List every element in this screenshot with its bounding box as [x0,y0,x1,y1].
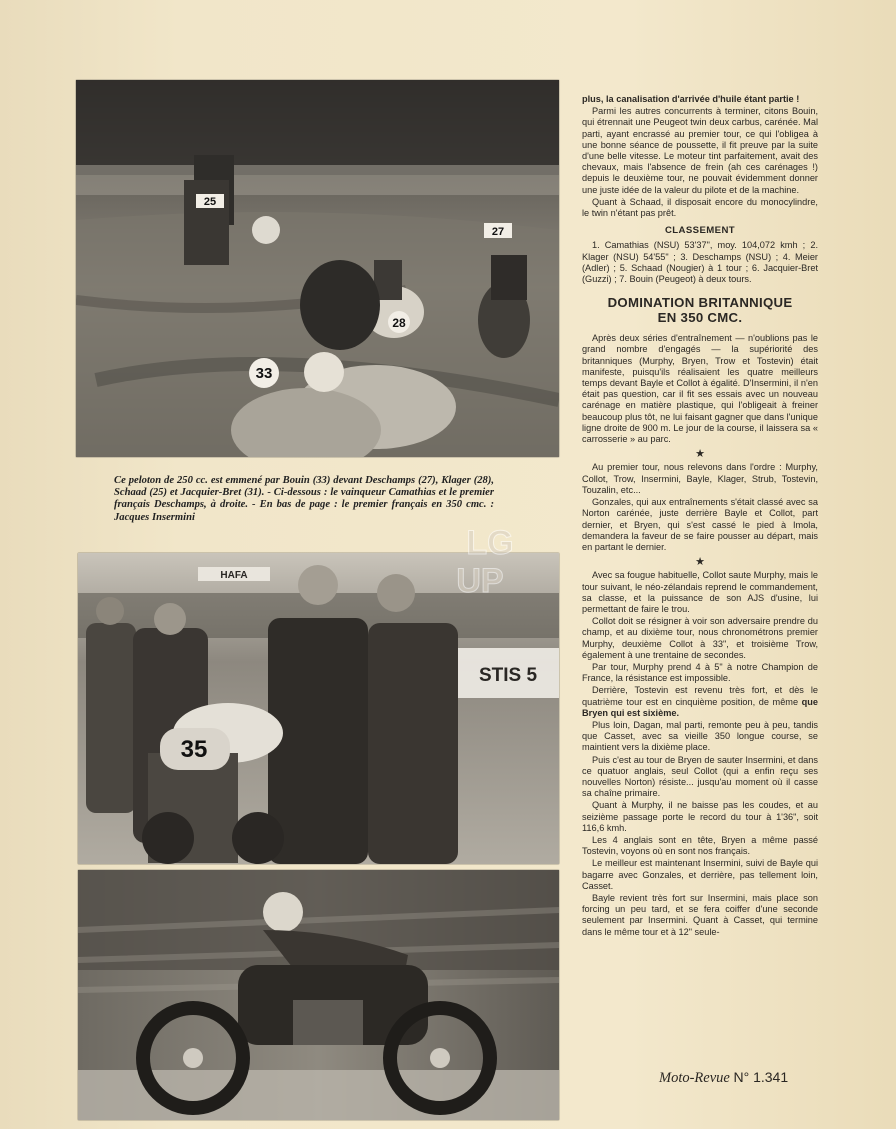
article-paragraph: Gonzales, qui aux entraînements s'était classé avec sa Norton carénée, juste derrière Bayle et Collot, part dernier, et Bryen, qui s'est cassé le pied à Imola, demandera la faveur de se faire pousser au départ, mais en partant le dernier. [582,497,818,552]
star-separator: ★ [695,448,705,461]
article-paragraph: Par tour, Murphy prend 4 à 5" à notre Champion de France, la résistance est impossible. [582,661,818,684]
race-number-35: 35 [180,736,208,763]
article-column [582,94,818,939]
article-text: Derrière, Tostevin est revenu très fort, et dès le quatrième tour est en cinquième position, de même [582,685,818,707]
photo-250cc-peloton-image [76,80,559,457]
page-footer [659,1069,788,1087]
section-heading-line1: DOMINATION BRITANNIQUE [607,295,793,311]
article-paragraph: Collot doit se résigner à voir son adversaire prendre du champ, et au dixième tour, nous chronométrons premier Murphy, deuxième Collot à 33", et troisième Trow, également à une trentaine de secondes. [582,616,818,660]
classement-results: 1. Camathias (NSU) 53'37", moy. 104,072 kmh ; 2. Klager (NSU) 54'55" ; 3. Deschamps (NSU) ; 4. Meier (Adler) ; 5. Schaad (Nougier) à 1 tour ; 6. Jacquier-Bret (Guzzi) ; 7. Bouin (Peugeot) à deux tours. [582,240,818,285]
race-number-25: 25 [203,196,217,208]
article-paragraph: Le meilleur est maintenant Insermini, suivi de Bayle qui bagarre avec Gonzales, et derrière, pas tellement loin, Casset. [582,858,818,891]
article-paragraph: Quant à Murphy, il ne baisse pas les coudes, et au seizième passage porte le record du tour à 1'36", soit 116,6 kmh. [582,800,818,833]
race-number-27: 27 [491,226,505,238]
race-number-33: 33 [255,365,273,382]
article-paragraph: Les 4 anglais sont en tête, Bryen a même passé Tostevin, voyons où en sont nos français. [582,834,818,857]
issue-number: N° 1.341 [733,1069,789,1085]
article-paragraph: Après deux séries d'entraînement — n'oublions pas le grand nombre d'engagés — la supériorité des britanniques (Murphy, Bryen, Trow et Tostevin) était manifeste, puisqu'ils réalisaient les quatre meilleurs temps devant Bayle et Collot à égalité. D'Insermini, il n'en était pas question, car il fit ses essais avec un nouveau carénage en matière plastique, qui l'obligeait à freiner beaucoup plus tôt, ne lui faisant gagner que dans l'unique ligne droite de 900 m. Le jour de la course, il laissera sa « carrosserie » au parc. [582,333,818,445]
watermark-line2: UP [456,562,504,600]
star-separator: ★ [695,556,705,569]
magazine-name: Moto-Revue [659,1070,730,1086]
article-paragraph: Au premier tour, nous relevons dans l'ordre : Murphy, Collot, Trow, Insermini, Bayle, Klager, Strub, Tostevin, Touzalin, etc... [582,462,818,495]
banner-stis: STIS 5 [478,665,538,686]
article-paragraph [582,685,818,719]
watermark-line1: LG [466,524,514,562]
classement-heading: CLASSEMENT [664,225,736,237]
photo-caption: Ce peloton de 250 cc. est emmené par Bouin (33) devant Deschamps (27), Klager (28), Schaad (25) et Jacquier-Bret (31). - Ci-dessous : le vainqueur Camathias et le premier français Deschamps, à droite. - En bas de page : le premier français en 350 cmc. : Jacques Insermini [114,475,494,523]
photo-insermini-rider [78,870,559,1120]
section-heading [582,295,818,325]
article-paragraph: Plus loin, Dagan, mal parti, remonte peu à peu, tandis que Casset, avec sa vieille 350 longue course, se maintient vers la dixième place. [582,719,818,753]
article-paragraph: Avec sa fougue habituelle, Collot saute Murphy, mais le tour suivant, le néo-zélandais reprend le commandement, sa classe, et la puissance de son AJS d'usine, lui permettant de faire le trou. [582,570,818,614]
article-text-bold: que Bryen qui est sixième. [582,696,818,718]
article-paragraph: Bayle revient très fort sur Insermini, mais place son forcing un peu tard, et se fera coiffer d'une seconde seulement par Insermini. Quant à Casset, qui termine dans le même tour et à 12" seule- [582,893,818,937]
section-heading-line2: EN 350 CMC. [657,310,743,326]
article-paragraph: Puis c'est au tour de Bryen de sauter Insermini, et dans ce quatuor anglais, seul Collot (qui a enfin reçu ses nouvelles Norton) résiste... jusqu'au moment où il casse sa chaîne primaire. [582,754,818,799]
photo-rider-image [78,870,559,1120]
article-paragraph: Quant à Schaad, il disposait encore du monocylindre, le twin n'étant pas prêt. [582,196,818,219]
photo-250cc-peloton [76,80,559,457]
watermark-logo [430,518,522,600]
article-paragraph: Parmi les autres concurrents à terminer, citons Bouin, qui étrennait une Peugeot twin deux carbus, carénée. Mal parti, ayant encrassé au premier tour, ce qui l'obligea à une bonne séance de poussette, il fit preuve par la suite d'une belle vitesse. Le moteur tint parfaitement, avait des chevaux, mais l'absence de frein (ah ces carénages !) depuis le deuxième tour, ne pouvait évidemment donner une juste idée de la valeur du pilote et de la machine. [582,106,818,195]
banner-hafa: HAFA [220,570,248,581]
race-number-28: 28 [392,316,406,330]
article-paragraph: plus, la canalisation d'arrivée d'huile étant partie ! [582,94,800,104]
